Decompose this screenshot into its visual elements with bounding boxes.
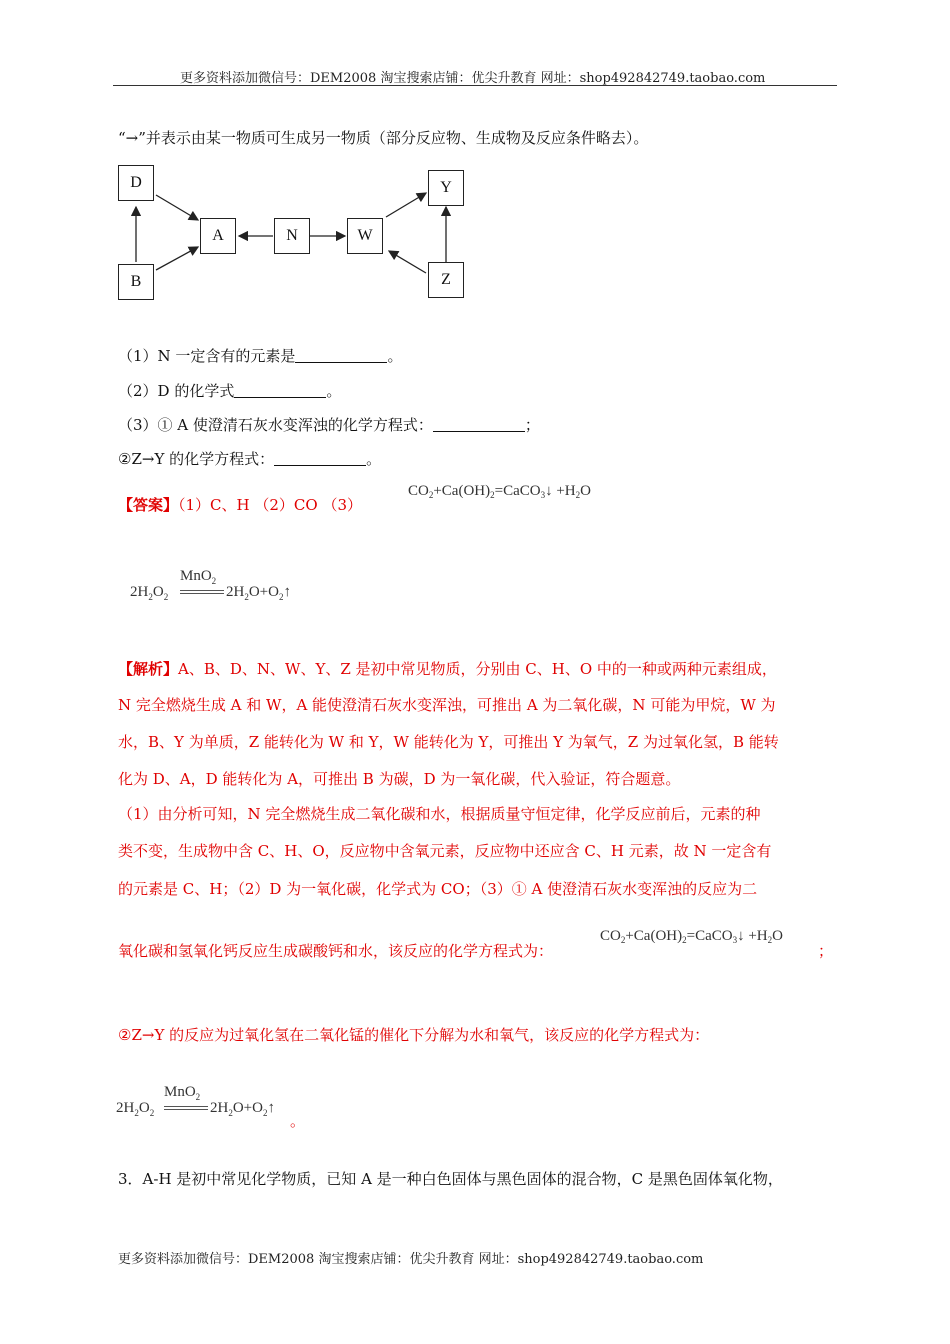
- q4-blank: [274, 451, 366, 466]
- analysis-line-7: 的元素是 C、H；（2）D 为一氧化碳，化学式为 CO；（3）① A 使澄清石灰水变浑浊的反应为二: [118, 880, 758, 898]
- answer-equation-2: MnO$_2$ $2H_2O_2$ $2H_2O+O_2↑$: [130, 568, 291, 602]
- question-3: [118, 414, 540, 435]
- answer-equation-1: $CO_2+Ca(OH)_2=CaCO_3↓ +H_2O$: [408, 483, 591, 500]
- arrow-b-to-a: [156, 247, 198, 270]
- q3-suffix: ；: [524, 416, 540, 434]
- header-rule: [113, 85, 837, 86]
- q2-prompt: （2）D 的化学式: [118, 382, 235, 400]
- analysis-line-1: 【解析】A、B、D、N、W、Y、Z 是初中常见物质，分别由 C、H、O 中的一种或两种元素组成，: [118, 660, 777, 678]
- question-2: [118, 380, 341, 401]
- analysis-line-3: 水，B、Y 为单质，Z 能转化为 W 和 Y，W 能转化为 Y，可推出 Y 为氧气，Z 为过氧化氢，B 能转: [118, 733, 779, 751]
- q2-suffix: 。: [326, 382, 342, 400]
- node-y: Y: [428, 170, 464, 206]
- arrow-w-to-y: [386, 193, 426, 217]
- node-w: W: [347, 218, 383, 254]
- node-b: B: [118, 264, 154, 300]
- analysis-equation-1: $CO_2+Ca(OH)_2=CaCO_3↓ +H_2O$: [600, 928, 783, 945]
- answer-label: 【答案】: [118, 496, 179, 514]
- arrow-z-to-w: [389, 251, 426, 273]
- page-header: 更多资料添加微信号：DEM2008 淘宝搜索店铺：优尖升教育 网址：shop492842749.taobao.com: [180, 71, 766, 86]
- intro-text: “→”并表示由某一物质可生成另一物质（部分反应物、生成物及反应条件略去）。: [118, 129, 649, 147]
- analysis-period: 。: [290, 1112, 306, 1130]
- q3-blank: [433, 417, 525, 432]
- question-4: [118, 448, 381, 469]
- analysis-equation-2: MnO$_2$ $2H_2O_2$ $2H_2O+O_2↑$: [116, 1084, 275, 1118]
- q2-blank: [234, 383, 326, 398]
- answer-text: （1）C、H （2）CO （3）: [178, 496, 363, 514]
- analysis-line-4: 化为 D、A，D 能转化为 A，可推出 B 为碳，D 为一氧化碳，代入验证，符合题意。: [118, 770, 681, 788]
- page-footer: 更多资料添加微信号：DEM2008 淘宝搜索店铺：优尖升教育 网址：shop492842749.taobao.com: [118, 1252, 704, 1267]
- analysis-line-5: （1）由分析可知，N 完全燃烧生成二氧化碳和水，根据质量守恒定律，化学反应前后，元素的种: [118, 805, 761, 823]
- analysis-line-9: ②Z→Y 的反应为过氧化氢在二氧化锰的催化下分解为水和氧气，该反应的化学方程式为：: [118, 1026, 710, 1044]
- q4-suffix: 。: [366, 450, 382, 468]
- answer-line: [118, 494, 362, 515]
- q1-prompt: （1）N 一定含有的元素是: [118, 347, 296, 365]
- node-a: A: [200, 218, 236, 254]
- question-1: [118, 345, 402, 366]
- analysis-line-6: 类不变，生成物中含 C、H、O，反应物中含氧元素，反应物中还应含 C、H 元素，故 N 一定含有: [118, 842, 772, 860]
- q3-prompt: （3）① A 使澄清石灰水变浑浊的化学方程式：: [118, 416, 433, 434]
- node-z: Z: [428, 262, 464, 298]
- reaction-diagram: [118, 165, 498, 305]
- q4-prompt: ②Z→Y 的化学方程式：: [118, 450, 275, 468]
- q1-blank: [295, 348, 387, 363]
- node-d: D: [118, 165, 154, 201]
- node-n: N: [274, 218, 310, 254]
- analysis-line-2: N 完全燃烧生成 A 和 W，A 能使澄清石灰水变浑浊，可推出 A 为二氧化碳，N 可能为甲烷，W 为: [118, 696, 776, 714]
- analysis-semicolon: ；: [818, 942, 834, 960]
- arrow-d-to-a: [156, 195, 198, 220]
- analysis-label: 【解析】: [118, 660, 179, 678]
- next-question: 3．A-H 是初中常见化学物质，已知 A 是一种白色固体与黑色固体的混合物，C 是黑色固体氧化物，: [118, 1170, 783, 1188]
- analysis-line-8: 氧化碳和氢氧化钙反应生成碳酸钙和水，该反应的化学方程式为：: [118, 942, 554, 960]
- q1-suffix: 。: [387, 347, 403, 365]
